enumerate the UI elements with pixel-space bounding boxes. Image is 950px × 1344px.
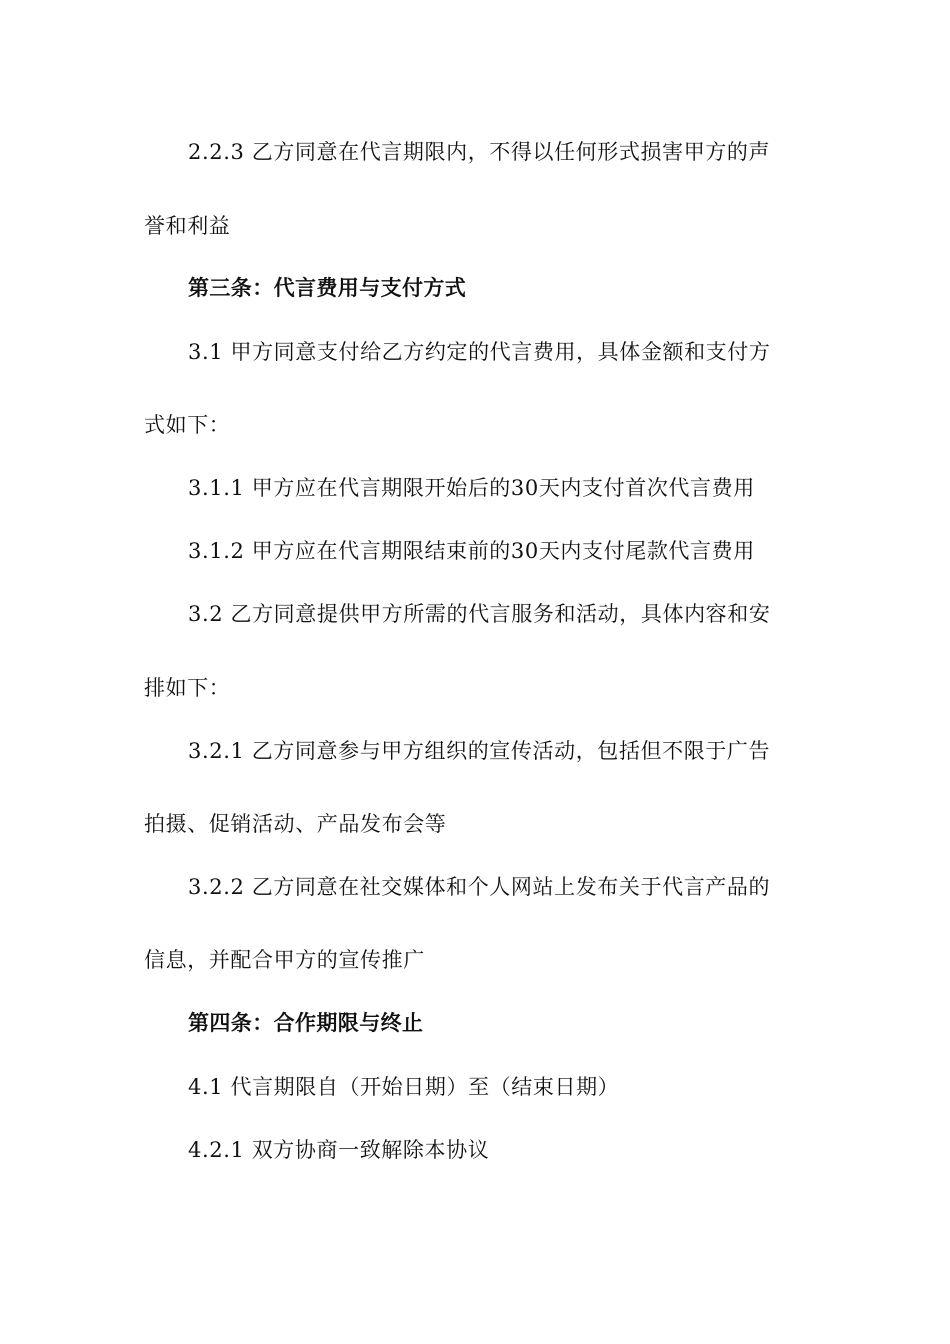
clause-3-2-1-line-2: 拍摄、促销活动、产品发布会等 [144, 812, 447, 836]
clause-3-1-line-2: 式如下： [144, 413, 231, 437]
clause-2-2-3-line-1: 2.2.3 乙方同意在代言期限内，不得以任何形式损害甲方的声 [188, 140, 771, 164]
clause-3-1-1: 3.1.1 甲方应在代言期限开始后的30天内支付首次代言费用 [188, 476, 755, 500]
clause-3-2-1-line-1: 3.2.1 乙方同意参与甲方组织的宣传活动，包括但不限于广告 [188, 739, 771, 763]
clause-4-1: 4.1 代言期限自（开始日期）至（结束日期） [188, 1075, 620, 1099]
clause-3-2-2-line-1: 3.2.2 乙方同意在社交媒体和个人网站上发布关于代言产品的 [188, 875, 771, 899]
clause-3-2-line-2: 排如下： [144, 676, 231, 700]
clause-3-1-line-1: 3.1 甲方同意支付给乙方约定的代言费用，具体金额和支付方 [188, 340, 771, 364]
clause-3-1-2: 3.1.2 甲方应在代言期限结束前的30天内支付尾款代言费用 [188, 539, 755, 563]
section-heading-article-4: 第四条：合作期限与终止 [188, 1011, 424, 1035]
clause-3-2-line-1: 3.2 乙方同意提供甲方所需的代言服务和活动，具体内容和安 [188, 602, 771, 626]
clause-3-2-2-line-2: 信息，并配合甲方的宣传推广 [144, 948, 425, 972]
clause-2-2-3-line-2: 誉和利益 [144, 214, 231, 238]
clause-4-2-1: 4.2.1 双方协商一致解除本协议 [188, 1138, 490, 1162]
section-heading-article-3: 第三条：代言费用与支付方式 [188, 276, 467, 300]
